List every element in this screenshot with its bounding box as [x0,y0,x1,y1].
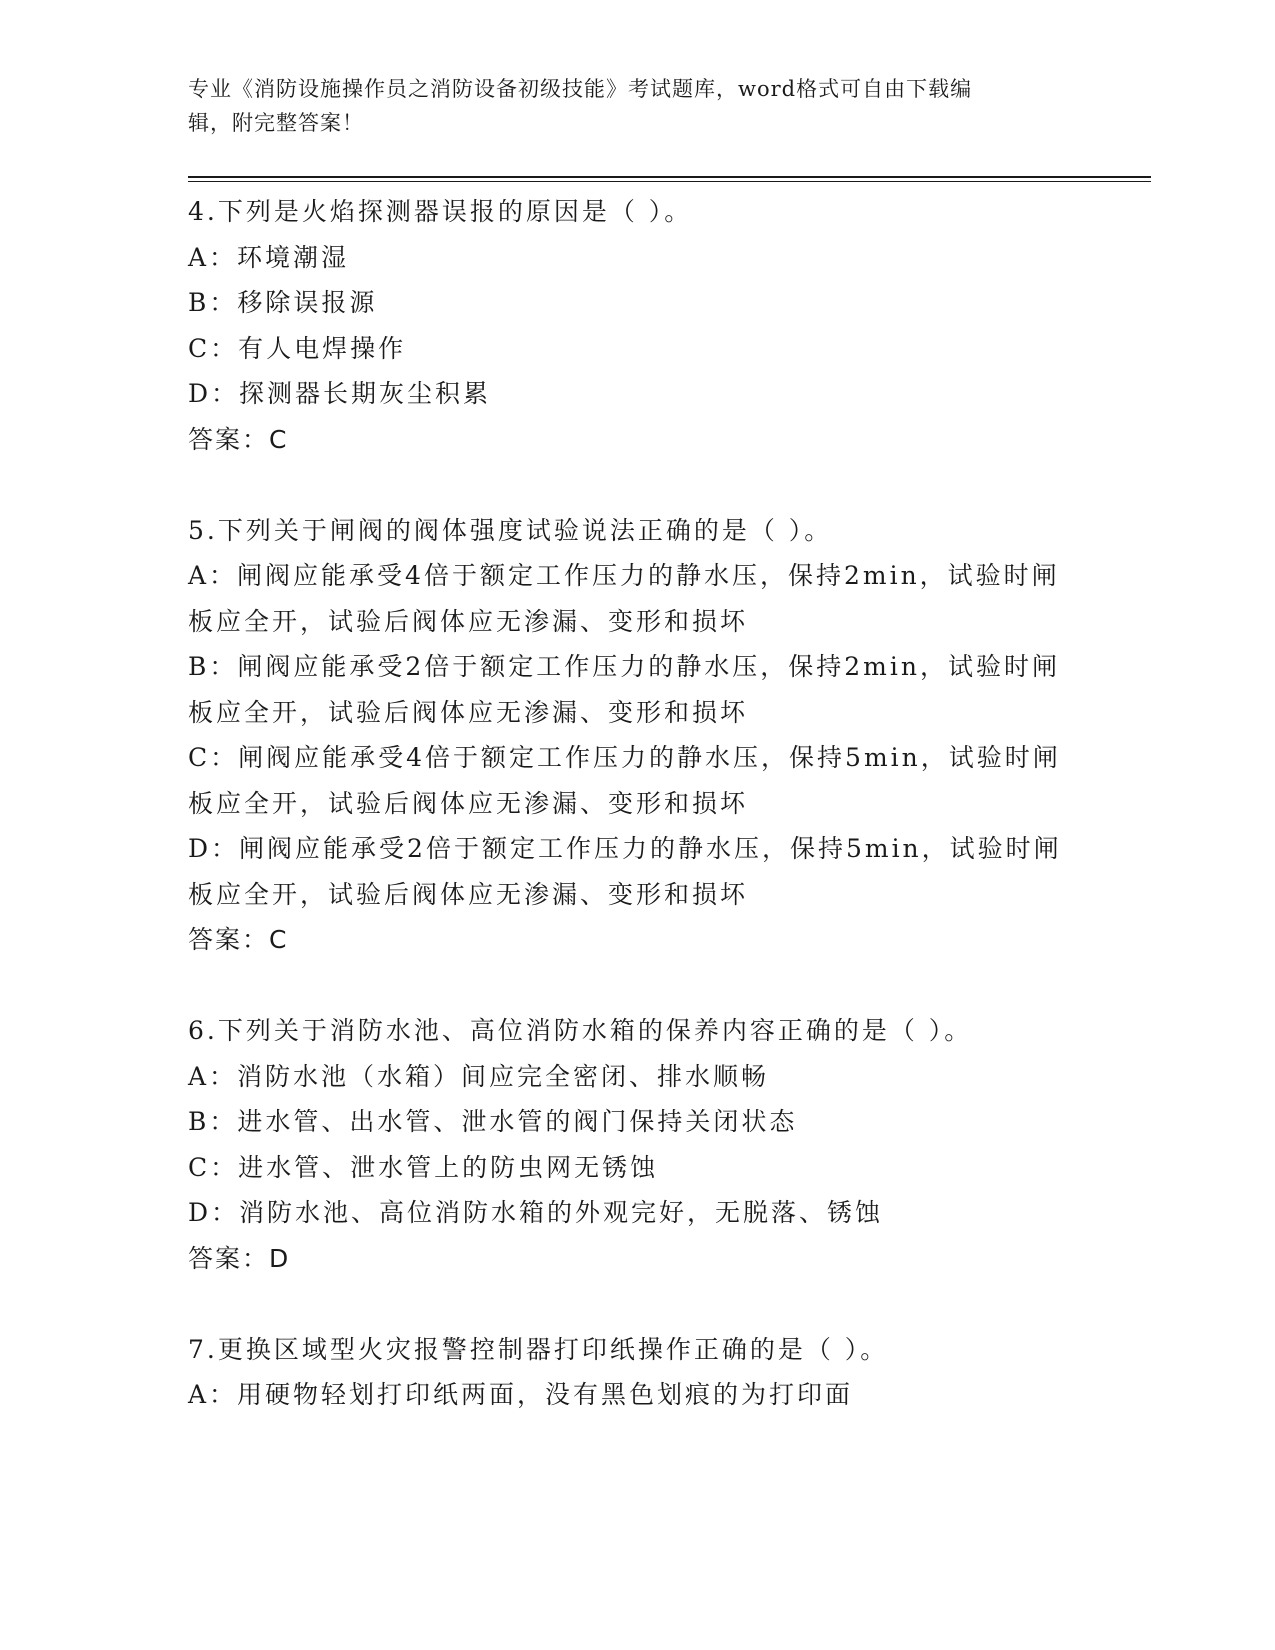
answer-line: 答案：D [188,1243,291,1273]
question-4 [188,189,1088,462]
spacer [188,1281,1088,1327]
option-c-continued: 板应全开，试验后阀体应无渗漏、变形和损坏 [188,788,749,818]
option-d: D：探测器长期灰尘积累 [188,379,492,408]
question-stem: 5.下列关于闸阀的阀体强度试验说法正确的是（ ）。 [188,515,833,545]
option-b: B：移除误报源 [188,288,378,317]
question-6 [188,1008,1088,1281]
option-a: A：环境潮湿 [188,242,350,272]
option-b-continued: 板应全开，试验后阀体应无渗漏、变形和损坏 [188,697,749,727]
spacer [188,462,1088,508]
question-list [188,189,1088,1418]
document-header [188,72,1088,140]
option-d: D：闸阀应能承受2倍于额定工作压力的静水压，保持5min，试验时闸 [188,834,1062,863]
option-c: C：进水管、泄水管上的防虫网无锈蚀 [188,1152,659,1182]
question-5 [188,508,1088,963]
option-a: A：消防水池（水箱）间应完全密闭、排水顺畅 [188,1061,770,1091]
question-7 [188,1327,1088,1418]
option-c: C：闸阀应能承受4倍于额定工作压力的静水压，保持5min，试验时闸 [188,743,1061,772]
answer-line: 答案：C [188,424,289,454]
header-line-2: 辑，附完整答案！ [188,111,364,135]
option-d-continued: 板应全开，试验后阀体应无渗漏、变形和损坏 [188,879,749,909]
question-stem: 6.下列关于消防水池、高位消防水箱的保养内容正确的是（ ）。 [188,1016,973,1045]
option-c: C：有人电焊操作 [188,333,407,363]
option-a-continued: 板应全开，试验后阀体应无渗漏、变形和损坏 [188,606,749,636]
header-divider-thin [188,181,1151,182]
header-line-1: 专业《消防设施操作员之消防设备初级技能》考试题库，word格式可自由下载编 [188,77,973,101]
option-a: A：闸阀应能承受4倍于额定工作压力的静水压，保持2min，试验时闸 [188,561,1060,590]
option-b: B：闸阀应能承受2倍于额定工作压力的静水压，保持2min，试验时闸 [188,652,1060,681]
option-d: D：消防水池、高位消防水箱的外观完好，无脱落、锈蚀 [188,1198,884,1227]
option-b: B：进水管、出水管、泄水管的阀门保持关闭状态 [188,1107,798,1136]
spacer [188,963,1088,1009]
answer-line: 答案：C [188,925,289,954]
header-divider-thick [188,176,1151,178]
question-stem: 4.下列是火焰探测器误报的原因是（ ）。 [188,197,693,226]
option-a: A：用硬物轻划打印纸两面，没有黑色划痕的为打印面 [188,1380,854,1409]
question-stem: 7.更换区域型火灾报警控制器打印纸操作正确的是（ ）。 [188,1334,889,1364]
